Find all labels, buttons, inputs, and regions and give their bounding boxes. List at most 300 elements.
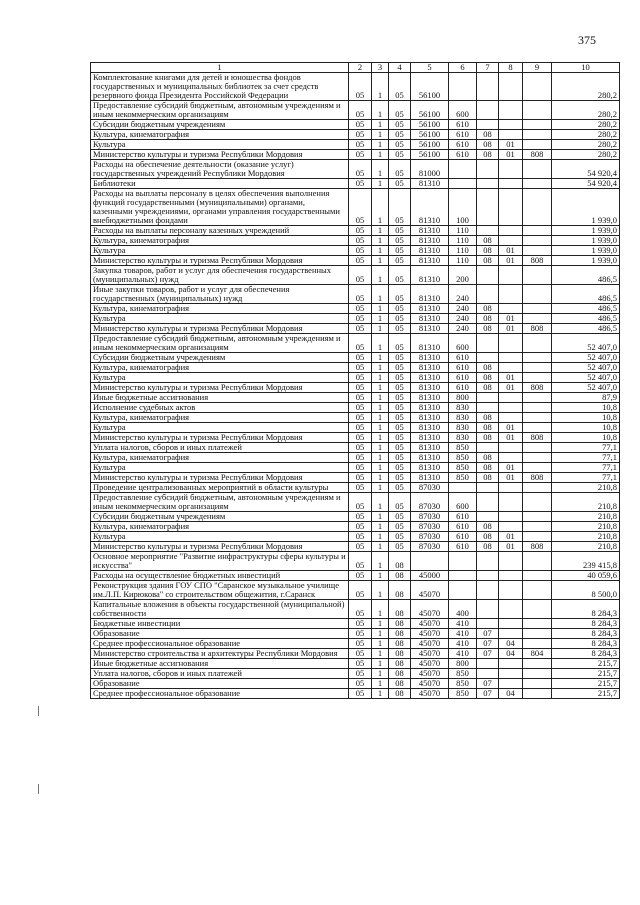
- direction-code-cell: 81310: [411, 373, 449, 383]
- table-row: [91, 522, 620, 532]
- subprogram-code-cell: 1: [372, 393, 389, 403]
- column-header-8: 8: [499, 63, 523, 73]
- subprogram-code-cell: 1: [372, 649, 389, 659]
- amount-cell: 486,5: [552, 285, 620, 304]
- amount-cell: 8 284,3: [552, 600, 620, 619]
- amount-cell: 210,8: [552, 512, 620, 522]
- program-code-cell: 05: [349, 619, 372, 629]
- event-code-cell: 08: [389, 581, 411, 600]
- direction-code-cell: 81310: [411, 246, 449, 256]
- amount-cell: 87,9: [552, 393, 620, 403]
- section-cell: [477, 619, 499, 629]
- table-row: [91, 150, 620, 160]
- table-row: [91, 246, 620, 256]
- program-code-cell: 05: [349, 226, 372, 236]
- amount-cell: 52 407,0: [552, 373, 620, 383]
- event-code-cell: 05: [389, 101, 411, 120]
- amount-cell: 77,1: [552, 443, 620, 453]
- amount-cell: 215,7: [552, 669, 620, 679]
- subprogram-code-cell: 1: [372, 189, 389, 226]
- program-code-cell: 05: [349, 463, 372, 473]
- section-cell: 07: [477, 639, 499, 649]
- table-row: [91, 334, 620, 353]
- expense-name-cell: Культура, кинематография: [91, 363, 349, 373]
- event-code-cell: 05: [389, 324, 411, 334]
- subsection-cell: 01: [499, 140, 523, 150]
- ministry-code-cell: 808: [523, 383, 552, 393]
- ministry-code-cell: [523, 532, 552, 542]
- ministry-code-cell: [523, 285, 552, 304]
- table-row: [91, 383, 620, 393]
- expense-type-cell: 850: [449, 669, 477, 679]
- direction-code-cell: 56100: [411, 101, 449, 120]
- table-row: [91, 463, 620, 473]
- expense-name-cell: Культура: [91, 246, 349, 256]
- program-code-cell: 05: [349, 383, 372, 393]
- program-code-cell: 05: [349, 659, 372, 669]
- table-row: [91, 256, 620, 266]
- section-cell: 08: [477, 473, 499, 483]
- amount-cell: 52 407,0: [552, 363, 620, 373]
- expense-name-cell: Образование: [91, 629, 349, 639]
- program-code-cell: 05: [349, 189, 372, 226]
- ministry-code-cell: [523, 493, 552, 512]
- subsection-cell: [499, 493, 523, 512]
- expense-type-cell: 830: [449, 433, 477, 443]
- expense-name-cell: Субсидии бюджетным учреждениям: [91, 120, 349, 130]
- amount-cell: 10,8: [552, 433, 620, 443]
- expense-name-cell: Культура: [91, 140, 349, 150]
- expense-type-cell: 610: [449, 363, 477, 373]
- table-row: [91, 600, 620, 619]
- ministry-code-cell: [523, 189, 552, 226]
- subprogram-code-cell: 1: [372, 659, 389, 669]
- section-cell: 08: [477, 463, 499, 473]
- direction-code-cell: 87030: [411, 493, 449, 512]
- direction-code-cell: 87030: [411, 522, 449, 532]
- ministry-code-cell: [523, 334, 552, 353]
- event-code-cell: 05: [389, 542, 411, 552]
- subprogram-code-cell: 1: [372, 669, 389, 679]
- expense-name-cell: Проведение централизованных мероприятий в области культуры: [91, 483, 349, 493]
- event-code-cell: 05: [389, 266, 411, 285]
- program-code-cell: 05: [349, 542, 372, 552]
- subprogram-code-cell: 1: [372, 73, 389, 101]
- amount-cell: 280,2: [552, 120, 620, 130]
- section-cell: 08: [477, 150, 499, 160]
- column-header-3: 3: [372, 63, 389, 73]
- expense-type-cell: 110: [449, 256, 477, 266]
- direction-code-cell: 45070: [411, 629, 449, 639]
- subsection-cell: 01: [499, 383, 523, 393]
- expense-name-cell: Предоставление субсидий бюджетным, автономным учреждениям и иным некоммерческим организациям: [91, 334, 349, 353]
- ministry-code-cell: [523, 443, 552, 453]
- expense-type-cell: 800: [449, 659, 477, 669]
- subsection-cell: 04: [499, 689, 523, 699]
- subprogram-code-cell: 1: [372, 353, 389, 363]
- event-code-cell: 08: [389, 689, 411, 699]
- subsection-cell: [499, 571, 523, 581]
- program-code-cell: 05: [349, 413, 372, 423]
- amount-cell: 1 939,0: [552, 189, 620, 226]
- expense-type-cell: 240: [449, 324, 477, 334]
- direction-code-cell: 45070: [411, 639, 449, 649]
- program-code-cell: 05: [349, 101, 372, 120]
- amount-cell: 210,8: [552, 542, 620, 552]
- section-cell: [477, 334, 499, 353]
- event-code-cell: 05: [389, 413, 411, 423]
- direction-code-cell: 45070: [411, 659, 449, 669]
- subsection-cell: 01: [499, 463, 523, 473]
- program-code-cell: 05: [349, 334, 372, 353]
- subsection-cell: [499, 363, 523, 373]
- direction-code-cell: 81310: [411, 363, 449, 373]
- direction-code-cell: 81310: [411, 453, 449, 463]
- table-row: [91, 473, 620, 483]
- section-cell: 08: [477, 363, 499, 373]
- subprogram-code-cell: 1: [372, 679, 389, 689]
- amount-cell: 210,8: [552, 532, 620, 542]
- subprogram-code-cell: 1: [372, 493, 389, 512]
- program-code-cell: 05: [349, 403, 372, 413]
- ministry-code-cell: [523, 140, 552, 150]
- direction-code-cell: 45070: [411, 619, 449, 629]
- table-row: [91, 629, 620, 639]
- ministry-code-cell: [523, 522, 552, 532]
- program-code-cell: 05: [349, 150, 372, 160]
- expense-name-cell: Иные бюджетные ассигнования: [91, 659, 349, 669]
- subsection-cell: 04: [499, 639, 523, 649]
- expense-type-cell: [449, 179, 477, 189]
- direction-code-cell: 81310: [411, 179, 449, 189]
- program-code-cell: 05: [349, 393, 372, 403]
- section-cell: [477, 600, 499, 619]
- section-cell: 08: [477, 324, 499, 334]
- amount-cell: 280,2: [552, 73, 620, 101]
- section-cell: [477, 552, 499, 571]
- program-code-cell: 05: [349, 689, 372, 699]
- table-row: [91, 689, 620, 699]
- amount-cell: 77,1: [552, 453, 620, 463]
- ministry-code-cell: [523, 266, 552, 285]
- event-code-cell: 05: [389, 314, 411, 324]
- program-code-cell: 05: [349, 179, 372, 189]
- section-cell: [477, 403, 499, 413]
- expense-name-cell: Министерство культуры и туризма Республики Мордовия: [91, 433, 349, 443]
- expense-name-cell: Уплата налогов, сборов и иных платежей: [91, 669, 349, 679]
- subprogram-code-cell: 1: [372, 443, 389, 453]
- program-code-cell: 05: [349, 285, 372, 304]
- subsection-cell: [499, 304, 523, 314]
- table-row: [91, 393, 620, 403]
- subsection-cell: [499, 403, 523, 413]
- ministry-code-cell: [523, 669, 552, 679]
- column-header-6: 6: [449, 63, 477, 73]
- expense-name-cell: Реконструкция здания ГОУ СПО "Саранское музыкальное училище им.Л.П. Кирюкова" со строительством общежития, г.Саранск: [91, 581, 349, 600]
- subsection-cell: 01: [499, 542, 523, 552]
- expense-type-cell: [449, 483, 477, 493]
- table-header-row: [91, 63, 620, 73]
- expense-type-cell: 610: [449, 130, 477, 140]
- table-row: [91, 179, 620, 189]
- direction-code-cell: 45070: [411, 649, 449, 659]
- table-row: [91, 73, 620, 101]
- subsection-cell: [499, 600, 523, 619]
- direction-code-cell: 81310: [411, 423, 449, 433]
- subsection-cell: [499, 236, 523, 246]
- expense-name-cell: Субсидии бюджетным учреждениям: [91, 512, 349, 522]
- subprogram-code-cell: 1: [372, 334, 389, 353]
- direction-code-cell: [411, 552, 449, 571]
- event-code-cell: 05: [389, 246, 411, 256]
- amount-cell: 52 407,0: [552, 383, 620, 393]
- section-cell: [477, 443, 499, 453]
- table-row: [91, 403, 620, 413]
- expense-type-cell: 610: [449, 373, 477, 383]
- subprogram-code-cell: 1: [372, 120, 389, 130]
- direction-code-cell: 45070: [411, 669, 449, 679]
- program-code-cell: 05: [349, 532, 372, 542]
- event-code-cell: 08: [389, 669, 411, 679]
- subprogram-code-cell: 1: [372, 483, 389, 493]
- program-code-cell: 05: [349, 160, 372, 179]
- section-cell: 08: [477, 130, 499, 140]
- direction-code-cell: 87030: [411, 542, 449, 552]
- amount-cell: 8 284,3: [552, 619, 620, 629]
- subsection-cell: [499, 629, 523, 639]
- amount-cell: 486,5: [552, 304, 620, 314]
- subprogram-code-cell: 1: [372, 453, 389, 463]
- event-code-cell: 05: [389, 453, 411, 463]
- event-code-cell: 05: [389, 522, 411, 532]
- expense-name-cell: Министерство культуры и туризма Республики Мордовия: [91, 383, 349, 393]
- section-cell: 08: [477, 433, 499, 443]
- program-code-cell: 05: [349, 443, 372, 453]
- expense-name-cell: Министерство культуры и туризма Республики Мордовия: [91, 150, 349, 160]
- expense-name-cell: Культура: [91, 314, 349, 324]
- amount-cell: 8 284,3: [552, 639, 620, 649]
- program-code-cell: 05: [349, 639, 372, 649]
- table-row: [91, 659, 620, 669]
- subprogram-code-cell: 1: [372, 160, 389, 179]
- section-cell: [477, 659, 499, 669]
- subsection-cell: [499, 189, 523, 226]
- amount-cell: 210,8: [552, 483, 620, 493]
- amount-cell: 215,7: [552, 689, 620, 699]
- margin-mark: [38, 706, 39, 716]
- amount-cell: 10,8: [552, 403, 620, 413]
- section-cell: 08: [477, 236, 499, 246]
- table-row: [91, 649, 620, 659]
- section-cell: 08: [477, 373, 499, 383]
- subsection-cell: [499, 552, 523, 571]
- subprogram-code-cell: 1: [372, 413, 389, 423]
- expense-name-cell: Культура, кинематография: [91, 453, 349, 463]
- subprogram-code-cell: 1: [372, 140, 389, 150]
- subprogram-code-cell: 1: [372, 363, 389, 373]
- section-cell: [477, 266, 499, 285]
- expense-name-cell: Культура, кинематография: [91, 522, 349, 532]
- amount-cell: 280,2: [552, 101, 620, 120]
- section-cell: [477, 669, 499, 679]
- ministry-code-cell: 808: [523, 256, 552, 266]
- section-cell: [477, 393, 499, 403]
- table-row: [91, 493, 620, 512]
- event-code-cell: 05: [389, 73, 411, 101]
- expense-name-cell: Культура, кинематография: [91, 413, 349, 423]
- expense-name-cell: Расходы на обеспечение деятельности (оказание услуг) государственных учреждений Республики Мордовия: [91, 160, 349, 179]
- event-code-cell: 05: [389, 189, 411, 226]
- subsection-cell: [499, 73, 523, 101]
- ministry-code-cell: [523, 73, 552, 101]
- direction-code-cell: 56100: [411, 73, 449, 101]
- subsection-cell: 04: [499, 649, 523, 659]
- ministry-code-cell: [523, 393, 552, 403]
- event-code-cell: 05: [389, 140, 411, 150]
- subprogram-code-cell: 1: [372, 571, 389, 581]
- expense-type-cell: 610: [449, 532, 477, 542]
- direction-code-cell: 81310: [411, 413, 449, 423]
- table-row: [91, 101, 620, 120]
- direction-code-cell: 81310: [411, 226, 449, 236]
- table-row: [91, 266, 620, 285]
- subsection-cell: [499, 353, 523, 363]
- expense-type-cell: 610: [449, 150, 477, 160]
- ministry-code-cell: [523, 463, 552, 473]
- table-row: [91, 236, 620, 246]
- subprogram-code-cell: 1: [372, 600, 389, 619]
- expense-name-cell: Основное мероприятие "Развитие инфраструктуры сферы культуры и искусства": [91, 552, 349, 571]
- subprogram-code-cell: 1: [372, 150, 389, 160]
- amount-cell: 52 407,0: [552, 334, 620, 353]
- table-row: [91, 571, 620, 581]
- expense-type-cell: 610: [449, 522, 477, 532]
- expense-name-cell: Культура: [91, 423, 349, 433]
- table-row: [91, 120, 620, 130]
- subprogram-code-cell: 1: [372, 581, 389, 600]
- subprogram-code-cell: 1: [372, 383, 389, 393]
- expense-name-cell: Культура: [91, 373, 349, 383]
- program-code-cell: 05: [349, 649, 372, 659]
- amount-cell: 77,1: [552, 473, 620, 483]
- program-code-cell: 05: [349, 552, 372, 571]
- program-code-cell: 05: [349, 304, 372, 314]
- section-cell: 07: [477, 629, 499, 639]
- amount-cell: 8 284,3: [552, 629, 620, 639]
- direction-code-cell: 87030: [411, 483, 449, 493]
- expense-type-cell: 110: [449, 246, 477, 256]
- subprogram-code-cell: 1: [372, 542, 389, 552]
- event-code-cell: 05: [389, 160, 411, 179]
- subprogram-code-cell: 1: [372, 256, 389, 266]
- amount-cell: 215,7: [552, 659, 620, 669]
- subprogram-code-cell: 1: [372, 285, 389, 304]
- ministry-code-cell: [523, 423, 552, 433]
- expense-type-cell: 240: [449, 285, 477, 304]
- amount-cell: 210,8: [552, 522, 620, 532]
- direction-code-cell: 81310: [411, 304, 449, 314]
- amount-cell: 280,2: [552, 140, 620, 150]
- ministry-code-cell: [523, 483, 552, 493]
- event-code-cell: 08: [389, 600, 411, 619]
- event-code-cell: 05: [389, 226, 411, 236]
- event-code-cell: 05: [389, 353, 411, 363]
- expense-type-cell: 410: [449, 629, 477, 639]
- amount-cell: 1 939,0: [552, 256, 620, 266]
- direction-code-cell: 81310: [411, 266, 449, 285]
- ministry-code-cell: [523, 373, 552, 383]
- direction-code-cell: 81310: [411, 443, 449, 453]
- table-row: [91, 532, 620, 542]
- expense-name-cell: Исполнение судебных актов: [91, 403, 349, 413]
- subsection-cell: 01: [499, 532, 523, 542]
- event-code-cell: 05: [389, 120, 411, 130]
- expense-type-cell: 240: [449, 314, 477, 324]
- amount-cell: 1 939,0: [552, 226, 620, 236]
- table-row: [91, 581, 620, 600]
- subsection-cell: 01: [499, 433, 523, 443]
- ministry-code-cell: [523, 413, 552, 423]
- expense-type-cell: 600: [449, 334, 477, 353]
- ministry-code-cell: 808: [523, 473, 552, 483]
- section-cell: 07: [477, 689, 499, 699]
- expense-name-cell: Культура, кинематография: [91, 130, 349, 140]
- subprogram-code-cell: 1: [372, 473, 389, 483]
- event-code-cell: 05: [389, 433, 411, 443]
- section-cell: 08: [477, 542, 499, 552]
- subsection-cell: [499, 669, 523, 679]
- subprogram-code-cell: 1: [372, 246, 389, 256]
- event-code-cell: 08: [389, 552, 411, 571]
- expense-name-cell: Иные закупки товаров, работ и услуг для обеспечения государственных (муниципальных) нужд: [91, 285, 349, 304]
- program-code-cell: 05: [349, 363, 372, 373]
- direction-code-cell: 81310: [411, 393, 449, 403]
- column-header-2: 2: [349, 63, 372, 73]
- table-row: [91, 189, 620, 226]
- expense-name-cell: Предоставление субсидий бюджетным, автономным учреждениям и иным некоммерческим организациям: [91, 101, 349, 120]
- table-row: [91, 324, 620, 334]
- event-code-cell: 08: [389, 639, 411, 649]
- expense-name-cell: Расходы на осуществление бюджетных инвестиций: [91, 571, 349, 581]
- table-row: [91, 140, 620, 150]
- expense-type-cell: 850: [449, 473, 477, 483]
- expense-name-cell: Культура, кинематография: [91, 304, 349, 314]
- section-cell: 08: [477, 246, 499, 256]
- table-row: [91, 512, 620, 522]
- ministry-code-cell: [523, 453, 552, 463]
- section-cell: [477, 285, 499, 304]
- section-cell: [477, 571, 499, 581]
- subsection-cell: 01: [499, 256, 523, 266]
- ministry-code-cell: 804: [523, 649, 552, 659]
- margin-mark: [38, 784, 39, 794]
- amount-cell: 77,1: [552, 463, 620, 473]
- expense-name-cell: Расходы на выплаты персоналу казенных учреждений: [91, 226, 349, 236]
- subprogram-code-cell: 1: [372, 373, 389, 383]
- event-code-cell: 05: [389, 493, 411, 512]
- program-code-cell: 05: [349, 256, 372, 266]
- table-row: [91, 453, 620, 463]
- amount-cell: 52 407,0: [552, 353, 620, 363]
- subprogram-code-cell: 1: [372, 179, 389, 189]
- table-row: [91, 373, 620, 383]
- expense-type-cell: 850: [449, 679, 477, 689]
- ministry-code-cell: 808: [523, 542, 552, 552]
- ministry-code-cell: [523, 226, 552, 236]
- ministry-code-cell: [523, 629, 552, 639]
- subsection-cell: 01: [499, 473, 523, 483]
- section-cell: 08: [477, 522, 499, 532]
